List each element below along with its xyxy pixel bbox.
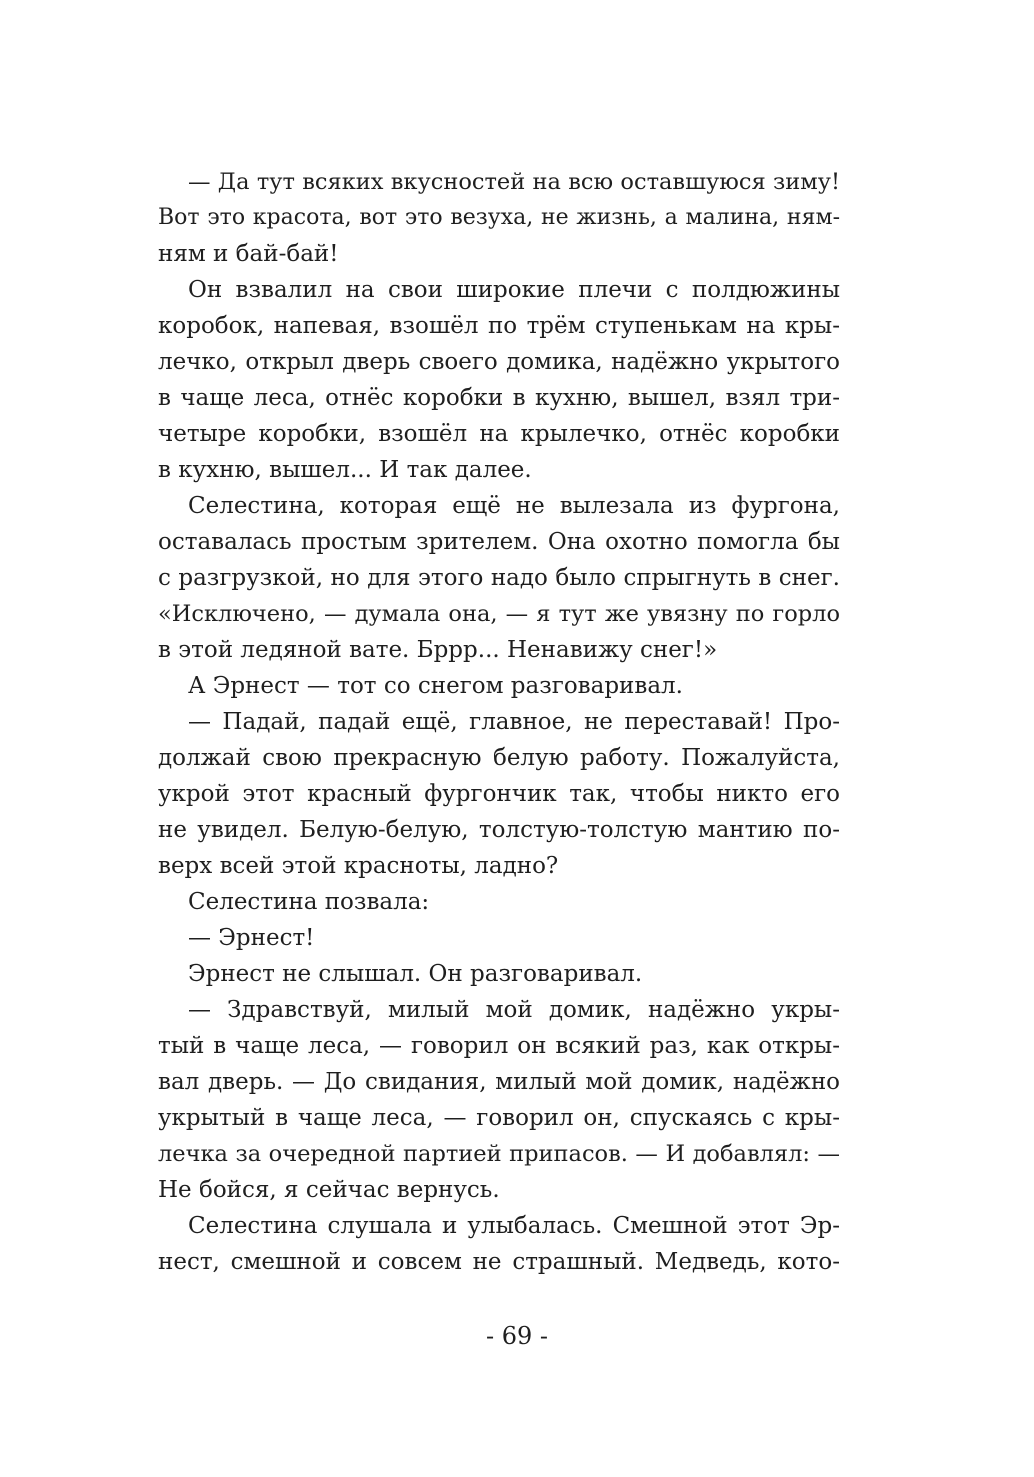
text-line: укрытый в чаще леса, — говорил он, спускаясь с кры-	[158, 1105, 840, 1131]
text-line: лечко, открыл дверь своего домика, надёжно укрытого	[158, 349, 840, 375]
text-line: Эрнест не слышал. Он разговаривал.	[188, 961, 643, 987]
text-line: ням и бай-бай!	[158, 241, 339, 267]
text-line: должай свою прекрасную белую работу. Пожалуйста,	[158, 745, 840, 771]
text-line: коробок, напевая, взошёл по трём ступенькам на кры-	[158, 313, 840, 339]
text-line: верх всей этой красноты, ладно?	[158, 853, 559, 879]
page-number: - 69 -	[485, 1322, 548, 1350]
text-line: не увидел. Белую-белую, толстую-толстую мантию по-	[158, 817, 840, 843]
text-line: в этой ледяной вате. Бррр... Ненавижу снег!»	[158, 637, 718, 663]
text-line: Вот это красота, вот это везуха, не жизнь, а малина, ням-	[158, 205, 840, 230]
text-line: Селестина, которая ещё не вылезала из фургона,	[188, 493, 840, 519]
text-line: нест, смешной и совсем не страшный. Медведь, кото-	[158, 1249, 840, 1275]
text-line: — Падай, падай ещё, главное, не переставай! Про-	[188, 709, 840, 735]
text-line: — Да тут всяких вкусностей на всю оставшуюся зиму!	[188, 169, 840, 195]
text-line: Он взвалил на свои широкие плечи с полдюжины	[188, 277, 840, 303]
text-line: «Исключено, — думала она, — я тут же увязну по горло	[158, 601, 840, 627]
text-line: — Эрнест!	[188, 925, 315, 951]
text-line: укрой этот красный фургончик так, чтобы никто его	[158, 781, 840, 807]
text-line: оставалась простым зрителем. Она охотно помогла бы	[158, 529, 840, 555]
text-line: лечка за очередной партией припасов. — И добавлял: —	[158, 1141, 840, 1167]
text-line: в кухню, вышел... И так далее.	[158, 457, 532, 483]
text-line: с разгрузкой, но для этого надо было спрыгнуть в снег.	[158, 565, 840, 591]
text-line: А Эрнест — тот со снегом разговаривал.	[188, 673, 683, 699]
text-line: — Здравствуй, милый мой домик, надёжно укры-	[188, 997, 840, 1023]
text-line: тый в чаще леса, — говорил он всякий раз, как откры-	[158, 1033, 840, 1059]
text-line: в чаще леса, отнёс коробки в кухню, вышел, взял три-	[158, 385, 840, 411]
text-line: Селестина слушала и улыбалась. Смешной этот Эр-	[188, 1213, 840, 1239]
text-line: Селестина позвала:	[188, 889, 430, 915]
text-line: Не бойся, я сейчас вернусь.	[158, 1177, 500, 1203]
text-line: четыре коробки, взошёл на крылечко, отнёс коробки	[158, 421, 840, 447]
text-line: вал дверь. — До свидания, милый мой домик, надёжно	[158, 1069, 840, 1095]
